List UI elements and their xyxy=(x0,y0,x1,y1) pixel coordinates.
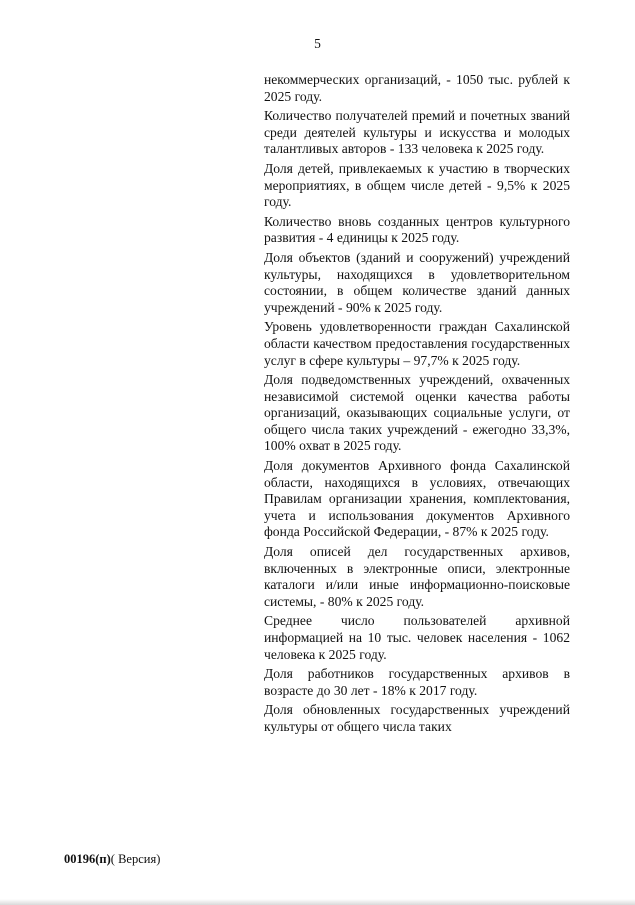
paragraph: Доля описей дел государственных архивов, включенных в электронные описи, электронные каталоги и/или иные информационно-поисковые системы, - 80% к 2025 году. xyxy=(264,544,570,609)
paragraph: Доля детей, привлекаемых к участию в творческих мероприятиях, в общем числе детей - 9,5% к 2025 году. xyxy=(264,160,570,210)
paragraph: Доля работников государственных архивов в возрасте до 30 лет - 18% к 2017 году. xyxy=(264,666,570,698)
paragraph: Доля объектов (зданий и сооружений) учреждений культуры, находящихся в удовлетворительном состоянии, в общем количестве зданий данных учреждений - 90% к 2025 году. xyxy=(264,249,570,315)
document-footer-code xyxy=(64,852,160,867)
paragraph: Количество получателей премий и почетных званий среди деятелей культуры и искусства и молодых талантливых авторов - 133 человека к 2025 году. xyxy=(264,108,570,157)
paragraph: Доля подведомственных учреждений, охваченных независимой системой оценки качества работы организаций, оказывающих социальные услуги, от общего числа таких учреждений - ежегодно 33,3%, 100% охват в 2025 году. xyxy=(264,372,570,454)
paragraph: Уровень удовлетворенности граждан Сахалинской области качеством предоставления государственных услуг в сфере культуры – 97,7% к 2025 году. xyxy=(264,319,570,368)
paragraph: некоммерческих организаций, - 1050 тыс. рублей к 2025 году. xyxy=(264,72,570,104)
document-body xyxy=(264,72,570,739)
paragraph: Количество вновь созданных центров культурного развития - 4 единицы к 2025 году. xyxy=(264,213,570,246)
footer-version: ( Версия) xyxy=(110,852,161,866)
paragraph: Доля документов Архивного фонда Сахалинской области, находящихся в условиях, отвечающих Правилам организации хранения, комплектования, учета и использования документов Архивного фонда Российской Федерации, - 87% к 2025 году. xyxy=(264,458,570,540)
paragraph: Среднее число пользователей архивной информацией на 10 тыс. человек населения - 1062 человека к 2025 году. xyxy=(264,613,570,662)
scan-edge-shadow xyxy=(0,899,635,905)
footer-code-number: 00196(п) xyxy=(64,852,111,866)
page-number: 5 xyxy=(314,36,321,51)
paragraph: Доля обновленных государственных учреждений культуры от общего числа таких xyxy=(264,702,570,734)
